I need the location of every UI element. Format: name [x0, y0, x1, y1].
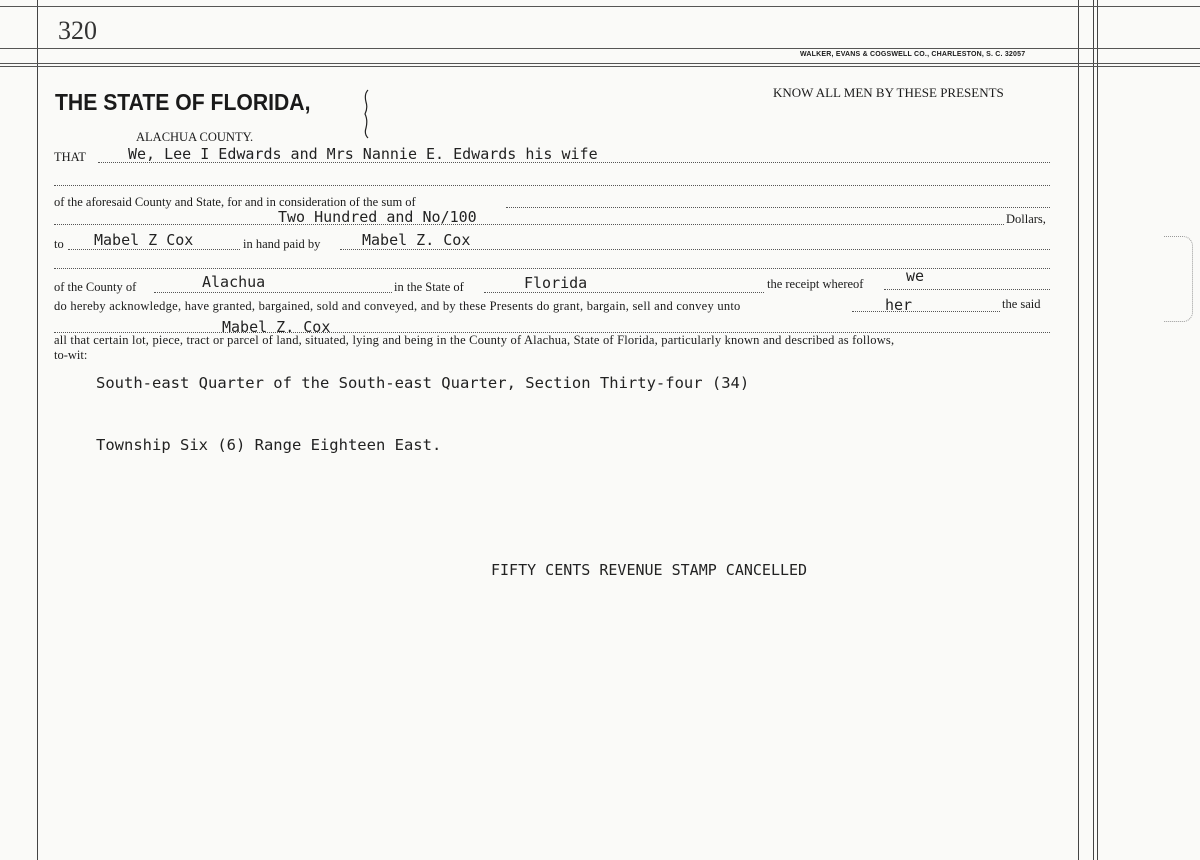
receipt-label: the receipt whereof	[767, 277, 864, 291]
state-blank	[484, 292, 764, 293]
the-said-label: the said	[1002, 297, 1041, 311]
acknowledge-text: do hereby acknowledge, have granted, bargained, sold and conveyed, and by these Presents do grant, bargain, sell and convey unto	[54, 299, 741, 313]
consideration-blank	[506, 207, 1050, 208]
page-number: 320	[58, 16, 97, 45]
dollars-label: Dollars,	[1006, 212, 1046, 226]
brace-mark	[362, 88, 372, 140]
left-margin-line	[37, 0, 38, 860]
description-line-2: Township Six (6) Range Eighteen East.	[96, 436, 442, 454]
county-heading: ALACHUA COUNTY.	[136, 130, 254, 144]
state-label: in the State of	[394, 280, 464, 294]
top-rule	[0, 6, 1200, 7]
receipt-party-value: we	[906, 267, 925, 285]
county-value: Alachua	[202, 273, 266, 291]
right-margin-line-3	[1097, 0, 1098, 860]
header-rule-3	[0, 66, 1200, 67]
paid-by-label: in hand paid by	[243, 237, 321, 251]
right-margin-line	[1078, 0, 1079, 860]
blank-line-1	[54, 185, 1050, 186]
grantee-pronoun-blank	[852, 311, 1000, 312]
header-rule-2	[0, 63, 1200, 64]
header-rule	[0, 48, 1200, 49]
to-label: to	[54, 237, 64, 251]
paid-by-blank	[340, 249, 1050, 250]
grantee-value: Mabel Z. Cox	[222, 318, 331, 336]
paid-to-value: Mabel Z Cox	[94, 231, 194, 249]
to-wit-label: to-wit:	[54, 348, 88, 362]
paper-clip-mark	[1164, 236, 1193, 322]
paid-to-blank	[68, 249, 240, 250]
right-margin-line-2	[1093, 0, 1094, 860]
sum-value: Two Hundred and No/100	[278, 208, 477, 226]
know-all-heading: KNOW ALL MEN BY THESE PRESENTS	[773, 85, 1004, 100]
county-label: of the County of	[54, 280, 137, 294]
state-value: Florida	[524, 274, 588, 292]
land-text: all that certain lot, piece, tract or parcel of land, situated, lying and being in the County of Alachua, State of Florida, particularly known and described as follows,	[54, 333, 895, 347]
document-title: THE STATE OF FLORIDA,	[55, 89, 311, 115]
blank-line-2	[54, 268, 1050, 269]
paid-by-value: Mabel Z. Cox	[362, 231, 471, 249]
description-line-1: South-east Quarter of the South-east Quarter, Section Thirty-four (34)	[96, 374, 750, 392]
sum-blank	[54, 224, 1004, 225]
revenue-stamp-note: FIFTY CENTS REVENUE STAMP CANCELLED	[491, 561, 808, 579]
printer-imprint: WALKER, EVANS & COGSWELL CO., CHARLESTON, S. C. 32057	[800, 51, 1026, 58]
grantee-pronoun-value: her	[885, 296, 913, 314]
receipt-blank	[884, 289, 1050, 290]
county-blank	[154, 292, 392, 293]
consideration-label: of the aforesaid County and State, for and in consideration of the sum of	[54, 195, 416, 209]
grantors-value: We, Lee I Edwards and Mrs Nannie E. Edwards his wife	[128, 145, 598, 163]
that-label: THAT	[54, 150, 86, 164]
